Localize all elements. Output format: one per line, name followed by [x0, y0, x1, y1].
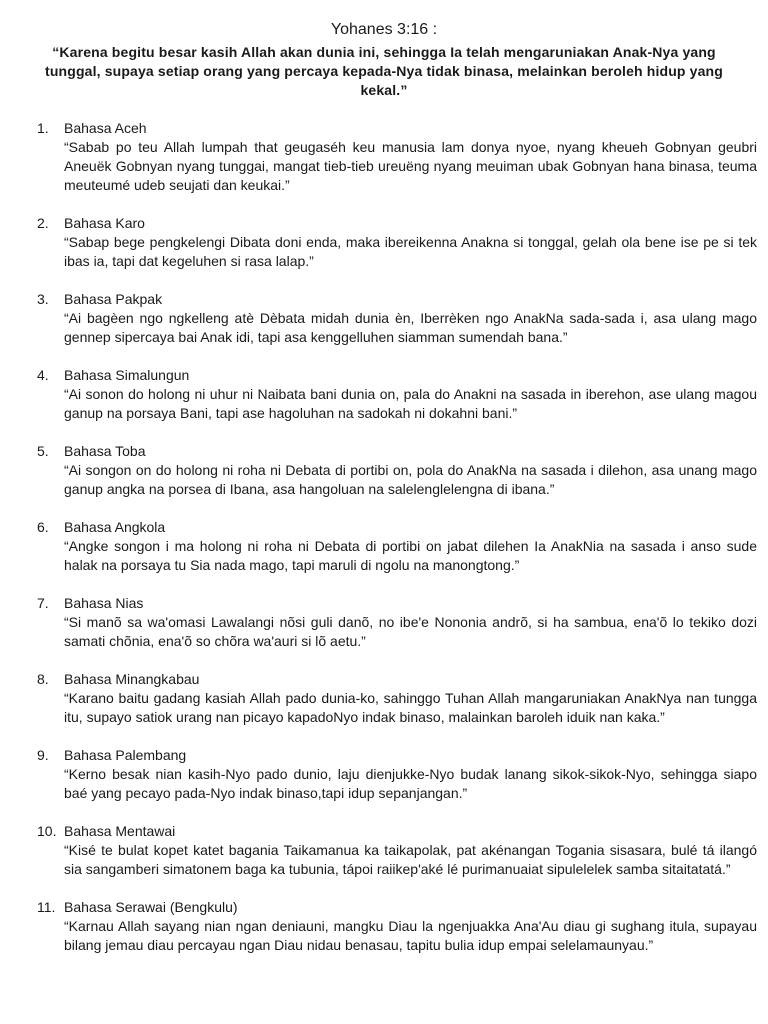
- item-number: 4.: [37, 367, 49, 383]
- list-item: [0, 746, 768, 803]
- list-item: [0, 214, 768, 271]
- list-item: [0, 898, 768, 955]
- translation-text: “Ai songon on do holong ni roha ni Debata di portibi on, pola do AnakNa na sasada i dilehon, asa unang mago ganup angka na porsea di Ibana, asa hangoluan na salelenglelengna di ibana.”: [64, 462, 757, 497]
- item-number: 6.: [37, 519, 49, 535]
- language-name: Bahasa Angkola: [64, 519, 166, 535]
- translation-list: [0, 119, 768, 974]
- translation-text: “Ai bagèen ngo ngkelleng atè Dèbata midah dunia èn, Iberrèken ngo AnakNa sada-sada i, asa ulang mago gennep sipercaya bai Anak idi, tapi asa kenggelluhen siamman sumendah bana.”: [64, 310, 757, 345]
- translation-text: “Ai sonon do holong ni uhur ni Naibata bani dunia on, pala do Anakni na sasada in iberehon, ase ulang magou ganup na porsaya Bani, tapi ase hagoluhan na sadokah ni dokahni bani.”: [64, 386, 757, 421]
- language-name: Bahasa Toba: [64, 443, 146, 459]
- language-name: Bahasa Simalungun: [64, 367, 190, 383]
- language-name: Bahasa Minangkabau: [64, 671, 200, 687]
- list-item: [0, 518, 768, 575]
- item-number: 9.: [37, 747, 49, 763]
- item-number: 5.: [37, 443, 49, 459]
- item-number: 11.: [37, 899, 56, 915]
- language-name: Bahasa Pakpak: [64, 291, 163, 307]
- list-item: [0, 366, 768, 423]
- item-number: 10.: [37, 823, 57, 839]
- verse-text: “Karena begitu besar kasih Allah akan dunia ini, sehingga Ia telah mengaruniakan Anak-Nya yang tunggal, supaya setiap orang yang percaya kepada-Nya tidak binasa, melainkan beroleh hidup yang kekal.”: [45, 44, 723, 98]
- list-item: [0, 290, 768, 347]
- translation-text: “Karano baitu gadang kasiah Allah pado dunia-ko, sahinggo Tuhan Allah mangaruniakan AnakNya nan tungga itu, supayo satiok urang nan picayo kapadoNyo indak binaso, malainkan baroleh iduik nan kaka.”: [64, 690, 757, 725]
- list-item: [0, 119, 768, 195]
- translation-text: “Kisé te bulat kopet katet bagania Taikamanua ka taikapolak, pat akénangan Togania sisasara, bulé tá ilangó sia sangamberi simatonem baga ka tubunia, tápoi raiikep'aké lé purimanuaiat sipulelelek samba sitaitatatá.”: [64, 842, 757, 877]
- item-number: 2.: [37, 215, 49, 231]
- translation-text: “Angke songon i ma holong ni roha ni Debata di portibi on jabat dilehen Ia AnakNia na sasada i anso sude halak na porsaya tu Sia nada mago, tapi maruli di ngolu na manongtong.”: [64, 538, 757, 573]
- translation-text: “Si manõ sa wa'omasi Lawalangi nõsi guli danõ, no ibe'e Nononia andrõ, si ha sambua, ena'õ lo tekiko dozi samati chõnia, ena'õ so chõra wa'auri si lõ aetu.”: [64, 614, 757, 649]
- language-name: Bahasa Karo: [64, 215, 145, 231]
- list-item: [0, 822, 768, 879]
- translation-text: “Kerno besak nian kasih-Nyo pado dunio, laju dienjukke-Nyo budak lanang sikok-sikok-Nyo, sehingga siapo baé yang pecayo pada-Nyo indak binaso,tapi idup sepanjangan.”: [64, 766, 757, 801]
- translation-text: “Karnau Allah sayang nian ngan deniauni, mangku Diau la ngenjuakka Ana'Au diau gi sughang itula, supayau bilang jemau diau percayau ngan Diau nidau benasau, tapitu bulia idup empai selelamaunyau.”: [64, 918, 757, 953]
- language-name: Bahasa Mentawai: [64, 823, 176, 839]
- list-item: [0, 670, 768, 727]
- item-number: 8.: [37, 671, 49, 687]
- list-item: [0, 594, 768, 651]
- language-name: Bahasa Aceh: [64, 120, 147, 136]
- page-title: Yohanes 3:16 :: [330, 21, 438, 38]
- translation-text: “Sabab po teu Allah lumpah that geugaséh keu manusia lam donya nyoe, nyang kheueh Gobnyan geubri Aneuëk Gobnyan nyang tunggai, mangat tieb-tieb ureuëng nyang meuiman ubak Gobnyan hana binasa, teuma meuteumé udeb seujati dan keukai.”: [64, 139, 757, 193]
- language-name: Bahasa Palembang: [64, 747, 187, 763]
- translation-text: “Sabap bege pengkelengi Dibata doni enda, maka ibereikenna Anakna si tonggal, gelah ola bene ise pe si tek ibas ia, tapi dat kegeluhen si rasa lalap.”: [64, 234, 757, 269]
- item-number: 3.: [37, 291, 49, 307]
- item-number: 1.: [37, 120, 49, 136]
- item-number: 7.: [37, 595, 49, 611]
- list-item: [0, 442, 768, 499]
- language-name: Bahasa Nias: [64, 595, 144, 611]
- language-name: Bahasa Serawai (Bengkulu): [64, 899, 238, 915]
